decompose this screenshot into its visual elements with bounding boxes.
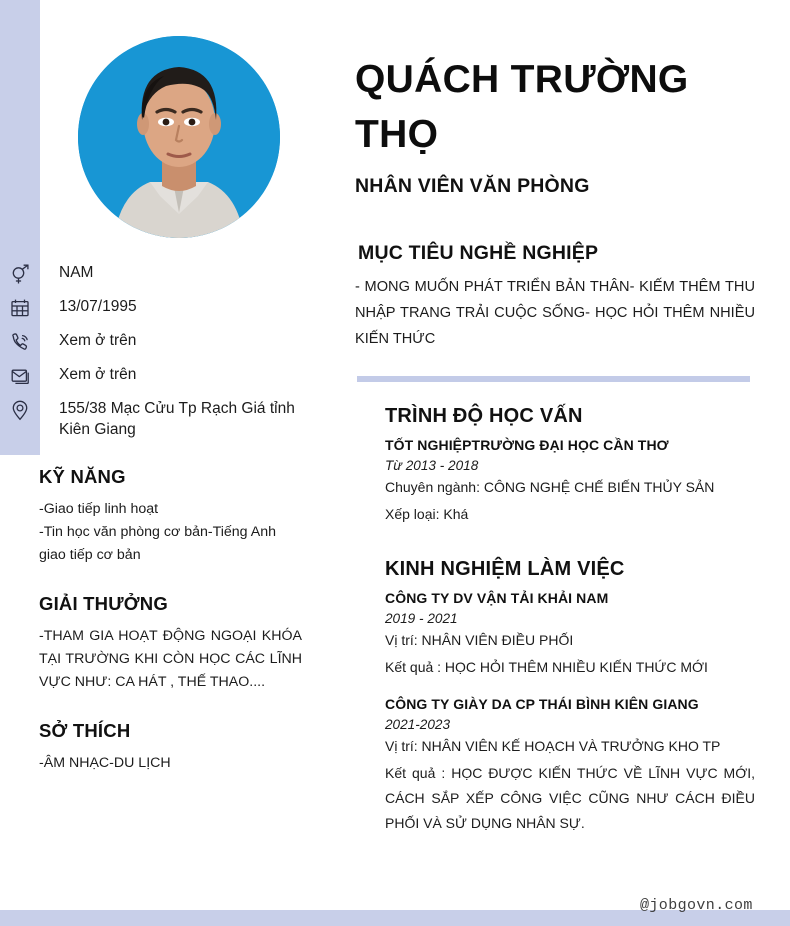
awards-heading: GIẢI THƯỞNG bbox=[39, 593, 168, 614]
experience-result: Kết quả : HỌC HỎI THÊM NHIỀU KIẾN THỨC MỚI bbox=[385, 659, 708, 675]
experience-heading: KINH NGHIỆM LÀM VIỆC bbox=[385, 558, 625, 580]
education-section bbox=[385, 405, 755, 527]
experience-position: Vị trí: NHÂN VIÊN ĐIỀU PHỐI bbox=[385, 632, 574, 648]
hobbies-section bbox=[0, 720, 330, 775]
sidebar bbox=[0, 262, 330, 775]
experience-position: Vị trí: NHÂN VIÊN KẾ HOẠCH VÀ TRƯỞNG KHO TP bbox=[385, 738, 721, 754]
gender-icon bbox=[0, 262, 40, 285]
experience-entry bbox=[385, 696, 755, 836]
experience-date: 2019 - 2021 bbox=[385, 611, 458, 626]
objective-body: - MONG MUỐN PHÁT TRIỂN BẢN THÂN- KIẾM THÊM THU NHẬP TRANG TRẢI CUỘC SỐNG- HỌC HỎI THÊM NHIỀU KIẾN THỨC bbox=[355, 279, 755, 347]
education-heading: TRÌNH ĐỘ HỌC VẤN bbox=[385, 405, 583, 427]
main-header bbox=[355, 52, 755, 352]
contact-item-phone bbox=[0, 330, 330, 356]
job-title: NHÂN VIÊN VĂN PHÒNG bbox=[355, 175, 590, 197]
email-icon bbox=[0, 364, 40, 386]
experience-company: CÔNG TY GIÀY DA CP THÁI BÌNH KIÊN GIANG bbox=[385, 696, 699, 712]
skills-line: -Tin học văn phòng cơ bản-Tiếng Anh giao tiếp cơ bản bbox=[39, 524, 276, 563]
section-divider bbox=[357, 376, 750, 382]
experience-company: CÔNG TY DV VẬN TẢI KHẢI NAM bbox=[385, 590, 609, 606]
contact-item-gender bbox=[0, 262, 330, 288]
education-major: Chuyên ngành: CÔNG NGHỆ CHẾ BIẾN THỦY SẢN bbox=[385, 479, 715, 495]
experience-entry bbox=[385, 590, 755, 680]
location-icon bbox=[0, 398, 40, 421]
contact-item-email bbox=[0, 364, 330, 390]
contact-item-birthdate bbox=[0, 296, 330, 322]
experience-section bbox=[385, 558, 755, 836]
contact-value: 13/07/1995 bbox=[59, 298, 137, 315]
skills-heading: KỸ NĂNG bbox=[39, 466, 126, 487]
contact-value: Xem ở trên bbox=[59, 366, 137, 383]
education-grade: Xếp loại: Khá bbox=[385, 506, 469, 522]
contact-list bbox=[0, 262, 330, 440]
phone-icon bbox=[0, 330, 40, 352]
awards-section bbox=[0, 593, 330, 694]
page-title: QUÁCH TRƯỜNG THỌ bbox=[355, 58, 689, 156]
watermark: @jobgovn.com bbox=[640, 897, 753, 914]
experience-result: Kết quả : HỌC ĐƯỢC KIẾN THỨC VỀ LĨNH VỰC MỚI, CÁCH SẮP XẾP CÔNG VIỆC CŨNG NHƯ CÁCH ĐIỀU PHỐI VÀ SỬ DỤNG NHÂN SỰ. bbox=[385, 765, 755, 831]
contact-value: 155/38 Mạc Cửu Tp Rạch Giá tỉnh Kiên Giang bbox=[59, 400, 295, 438]
hobbies-body: -ÂM NHẠC-DU LỊCH bbox=[39, 755, 171, 771]
education-date: Từ 2013 - 2018 bbox=[385, 458, 479, 473]
profile-photo bbox=[78, 36, 280, 238]
education-school: TỐT NGHIỆPTRƯỜNG ĐẠI HỌC CẦN THƠ bbox=[385, 437, 669, 453]
hobbies-heading: SỞ THÍCH bbox=[39, 720, 131, 741]
objective-heading: MỤC TIÊU NGHỀ NGHIỆP bbox=[358, 242, 599, 264]
calendar-icon bbox=[0, 296, 40, 318]
experience-date: 2021-2023 bbox=[385, 717, 451, 732]
profile-photo-image bbox=[78, 36, 280, 238]
contact-item-address bbox=[0, 398, 330, 440]
skills-section bbox=[0, 466, 330, 567]
contact-value: Xem ở trên bbox=[59, 332, 137, 349]
contact-value: NAM bbox=[59, 264, 94, 281]
awards-body: -THAM GIA HOẠT ĐỘNG NGOẠI KHÓA TẠI TRƯỜNG KHI CÒN HỌC CÁC LĨNH VỰC NHƯ: CA HÁT , THẾ THAO.... bbox=[39, 628, 302, 690]
education-entry bbox=[385, 437, 755, 527]
skills-line: -Giao tiếp linh hoạt bbox=[39, 501, 159, 517]
